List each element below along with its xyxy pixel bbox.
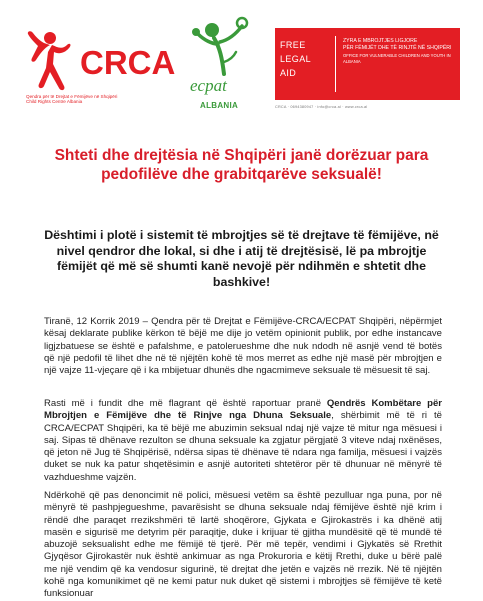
legal-office-name: [343, 38, 458, 65]
page-title: Shteti dhe drejtësia në Shqipëri janë dorëzuar para pedofilëve dhe grabitqarëve seksualë!: [54, 147, 429, 183]
national-centre-name: Qendrës Kombëtare për Mbrojtjen e Fëmijëve dhe të Rinjve nga Dhuna Seksuale: [44, 398, 443, 422]
crca-wordmark: CRCA: [80, 44, 176, 81]
ecpat-logo: [184, 14, 264, 114]
fla-line-free: FREE: [280, 40, 306, 50]
contact-line: CRCA · 0694380947 · info@crca.al · www.crca.al: [275, 105, 368, 109]
page-subtitle: Dështimi i plotë i sistemit të mbrojtjes së të drejtave të fëmijëve, në nivel qendror dhe lokal, si dhe i atij të drejtësisë, lë pa mbrojtje fëmijët që më së shumti kanë nevojë për ndihmën e shtetit dhe bashkive!: [44, 228, 439, 289]
free-legal-aid-label: [280, 38, 336, 80]
fla-line-aid: AID: [280, 68, 297, 78]
legal-office-en: OFFICE FOR VULNERABLE CHILDREN AND YOUTH IN ALBANIA: [343, 53, 451, 64]
free-legal-aid-banner: [275, 28, 460, 100]
legal-office-sq-line2: PËR FËMIJËT DHE TË RINJTË NË SHQIPËRI: [343, 45, 452, 51]
fla-divider: [335, 36, 336, 92]
ecpat-figure-icon: [184, 14, 264, 78]
crca-tagline: [26, 94, 166, 105]
crca-tagline-en: Child Rights Centre Albania: [26, 99, 83, 105]
paragraph-2-intro: Rasti më i fundit dhe më flagrant që është raportuar pranë: [44, 398, 327, 409]
legal-office-sq-line1: ZYRA E MBROJTJES LIGJORE: [343, 38, 418, 44]
crca-figure-icon: [26, 30, 72, 92]
paragraph-3: Ndërkohë që pas denoncimit në polici, mësuesi vetëm sa është pezulluar nga puna, por në mënyrë të pashpjegueshme, pavarësisht se dhuna seksuale ndaj fëmijëve është një krim i rëndë dhe paraqet rrezikshmëri të lartë shoqërore, Gjykata e Gjirokastrës i ka dhënë atij masën e sigurisë me detyrim për paraqitje, duke i krijuar të gjitha mundësitë që të mundë të abuzojë seksualisht edhe me fëmijë të tjerë. Për më tepër, vendimi i Gjykatës së Rrethit Gjyqësor Gjirokastër nuk është ankimuar as nga Prokuroria e këtij Rrethi, duke u bërë palë me një vendim që ka vendosur sigurinë, të drejtat dhe jetën e vajzës në rrezik. Në të njëjtën kohë nga komunikimet që ne kemi patur nuk duket që sistemi i mbrojtjes së fëmijëve të ketë funksionuar: [44, 490, 442, 600]
paragraph-2-rest: , shërbimit më të ri të CRCA/ECPAT Shqipëri, ka të bëjë me abuzimin seksual ndaj një vajze të mitur nga mësuesi i saj. Sipas të dhënave rezulton se dhuna seksuale ka zgjatur përgjatë 3 viteve ndaj nxënëses, që jeton në Jug të Shqipërisë, ndërsa sipas të dhënave të ndara nga familja, mësuesi i vajzës duket se nuk ka patur shqetësimin e asnjë autoriteti shtetëror për të dhunuar në mënyrë të vazhdueshme vajzën.: [44, 410, 442, 483]
paragraph-2: [44, 398, 442, 484]
ecpat-wordmark: ecpat: [190, 76, 227, 95]
fla-line-legal: LEGAL: [280, 54, 312, 64]
letterhead: [0, 0, 483, 125]
ecpat-country: ALBANIA: [200, 101, 239, 110]
crca-logo: [22, 30, 176, 110]
crca-tagline-sq: Qendra për të Drejtat e Fëmijëve në Shqipëri: [26, 94, 118, 99]
paragraph-1: Tiranë, 12 Korrik 2019 – Qendra për të Drejtat e Fëmijëve-CRCA/ECPAT Shqipëri, nëpërmjet kësaj deklarate publike kërkon të bëjë me dije jo vetëm opinionit publik, por edhe instancave ligjzbatuese se është e pafalshme, e patolerueshme dhe nuk ndodh në asnjë vend të botës që një pedofil të lihet dhe në të njëjtën kohë të mos merret as edhe një masë për mbrojtjen e një vajze 11-vjeçare që i ka mbijetuar dhunës dhe ngacmimeve seksuale të mësuesit të saj.: [44, 316, 442, 377]
